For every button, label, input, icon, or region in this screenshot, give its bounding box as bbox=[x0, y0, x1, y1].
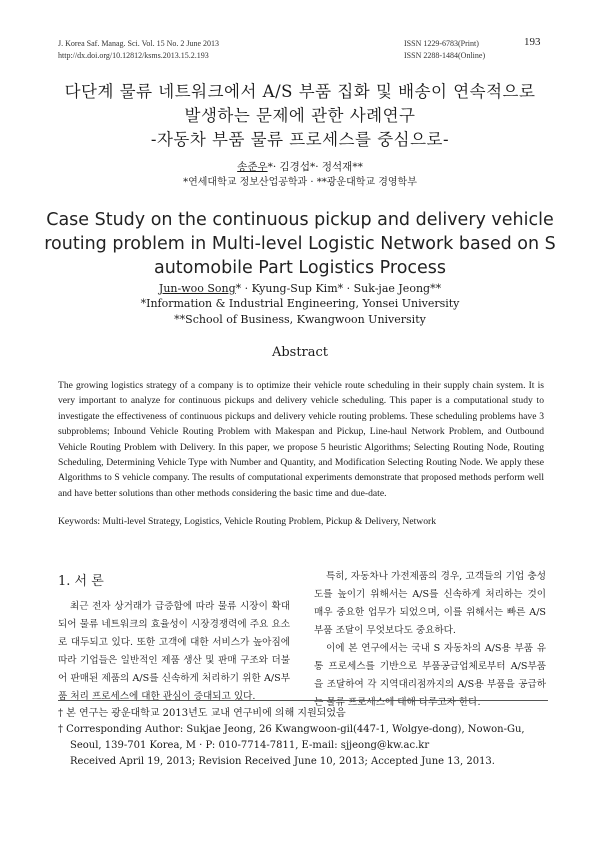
intro-paragraph: 특히, 자동차나 가전제품의 경우, 고객들의 기업 충성도를 높이기 위해서는 A/S를 신속하게 처리하는 것이 매우 중요한 업무가 되었으며, 이를 위해서는 빠른 A/S부품 조달이 무엇보다도 중요하다. bbox=[314, 571, 546, 636]
doi-link[interactable]: http://dx.doi.org/10.12812/ksms.2013.15.2.193 bbox=[58, 51, 209, 60]
english-title bbox=[40, 208, 560, 280]
korean-subtitle: -자동차 부품 물류 프로세스를 중심으로- bbox=[150, 130, 450, 149]
intro-paragraph: 최근 전자 상거래가 급증함에 따라 물류 시장이 확대되어 물류 네트워크의 효율성이 시장경쟁력에 주요 요소로 대두되고 있다. 또한 고객에 대한 서비스가 높아짐에 따라 기업들은 일반적인 제품 생산 및 판매 구조와 더불어 판매된 제품의 A/S를 신속하게 처리하기 위한 A/S부품 처리 프로세스에 대한 관심이 증대되고 있다. bbox=[58, 601, 290, 702]
korean-affiliation: *연세대학교 정보산업공학과 · **광운대학교 경영학부 bbox=[183, 177, 417, 188]
funding-note: † 본 연구는 광운대학교 2013년도 교내 연구비에 의해 지원되었음 bbox=[58, 708, 346, 719]
abstract-body: The growing logistics strategy of a company is to optimize their vehicle route scheduling in their supply chain system. It is very important to analyze for continuous pickups and delivery vehicle scheduling. This paper is a computational study to investigate the effectiveness of continuous pickups and delivery vehicle routing problems. These scheduling problems have 3 subproblems; Inbound Vehicle Routing Problem with Makespan and Pickup, Line-haul Network Problem, and Outbound Vehicle Routing Problem with Delivery. In this paper, we propose 5 heuristic Algorithms; Selecting Routing Node, Routing Scheduling, Determining Vehicle Type with Number and Quantity, and Modification Selecting Routing Node. We apply these Algorithms to S vehicle company. The results of computational experiments demonstrate that proposed methods perform well and have better solutions than other methods considering the basic time and due-date. bbox=[58, 380, 544, 499]
received-dates: Received April 19, 2013; Revision Received June 10, 2013; Accepted June 13, 2013. bbox=[70, 756, 495, 767]
english-title-line: routing problem in Multi-level Logistic Network based on S bbox=[44, 234, 556, 254]
english-affiliation-2: **School of Business, Kwangwoon University bbox=[174, 313, 426, 326]
english-title-line: Case Study on the continuous pickup and delivery vehicle bbox=[46, 210, 554, 230]
korean-title bbox=[40, 80, 560, 152]
korean-other-authors: *· 김경섭*· 정석재** bbox=[267, 161, 363, 173]
korean-authors bbox=[40, 160, 560, 174]
issn-online: ISSN 2288-1484(Online) bbox=[404, 51, 486, 60]
footnote-divider bbox=[58, 700, 548, 701]
page-number: 193 bbox=[524, 36, 541, 48]
corresponding-author-contact: Seoul, 139-701 Korea, M · P: 010-7714-7811, E-mail: sjjeong@kw.ac.kr bbox=[70, 740, 430, 751]
keywords: Keywords: Multi-level Strategy, Logistics, Vehicle Routing Problem, Pickup & Delivery, Network bbox=[58, 516, 437, 527]
corresponding-author-note: † Corresponding Author: Sukjae Jeong, 26 Kwangwoon-gil(447-1, Wolgye-dong), Nowon-Gu, bbox=[58, 724, 525, 735]
journal-citation: J. Korea Saf. Manag. Sci. Vol. 15 No. 2 June 2013 bbox=[58, 39, 220, 48]
korean-title-line: 발생하는 문제에 관한 사례연구 bbox=[184, 106, 416, 125]
english-first-author: Jun-woo Song bbox=[158, 282, 236, 295]
footnotes bbox=[58, 706, 548, 770]
intro-paragraph: 이에 본 연구에서는 국내 S 자동차의 A/S용 부품 유통 프로세스를 기반으로 부품공급업체로부터 A/S부품을 조달하여 각 지역대리점까지의 A/S용 부품을 공급하는 물류 프로세스에 대해 다루고자 한다. bbox=[314, 643, 546, 708]
korean-first-author: 송준우 bbox=[237, 161, 268, 173]
english-authors bbox=[40, 281, 560, 296]
issn-block bbox=[404, 38, 485, 62]
left-column bbox=[58, 598, 290, 706]
right-column bbox=[314, 568, 546, 712]
english-other-authors: * · Kyung-Sup Kim* · Suk-jae Jeong** bbox=[235, 282, 442, 295]
section-heading: 1. 서 론 bbox=[58, 574, 104, 589]
korean-title-line: 다단계 물류 네트워크에서 A/S 부품 집화 및 배송이 연속적으로 bbox=[64, 82, 536, 101]
issn-print: ISSN 1229-6783(Print) bbox=[404, 39, 479, 48]
journal-header bbox=[58, 38, 219, 62]
english-affiliations bbox=[40, 296, 560, 328]
abstract-heading: Abstract bbox=[271, 345, 329, 360]
english-title-line: automobile Part Logistics Process bbox=[153, 258, 447, 278]
english-affiliation-1: *Information & Industrial Engineering, Yonsei University bbox=[140, 297, 460, 310]
